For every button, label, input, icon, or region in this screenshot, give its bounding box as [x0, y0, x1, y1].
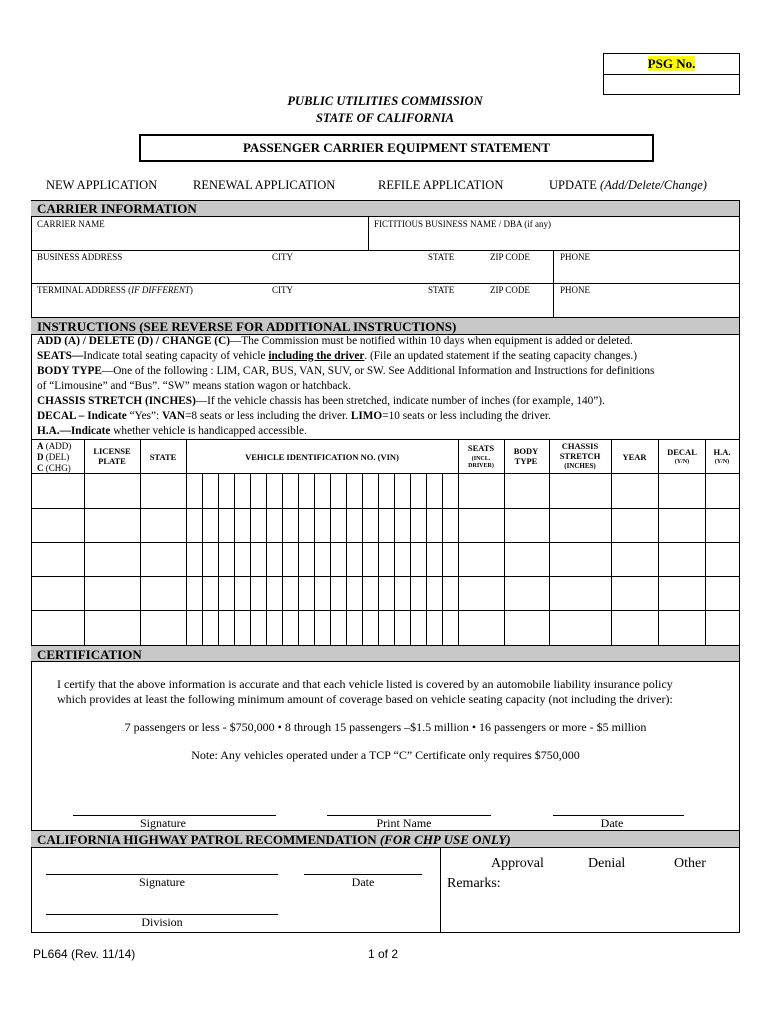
chp-section-title-italic: (FOR CHP USE ONLY): [379, 832, 511, 847]
chp-approval[interactable]: Approval: [491, 856, 544, 871]
adc-header: [37, 441, 71, 474]
zip-label: ZIP CODE: [490, 285, 530, 295]
carrier-section-bar: [31, 200, 739, 217]
instruction-ha: [37, 425, 307, 437]
instruction-body-type-cont: of “Limousine” and “Bus”. “SW” means station wagon or hatchback.: [37, 380, 352, 392]
state-label: STATE: [428, 285, 455, 295]
footer-page-number: 1 of 2: [368, 947, 399, 961]
zip-label: ZIP CODE: [490, 252, 530, 262]
certification-section-bar: [31, 645, 739, 662]
instr-decal-text: “Yes”:: [126, 410, 163, 422]
year-header: YEAR: [622, 452, 647, 462]
terminal-if-different: IF DIFFERENT: [131, 285, 190, 295]
instruction-chassis: [37, 395, 605, 407]
instr-decal-bold: DECAL – Indicate: [37, 410, 127, 422]
divider: [440, 848, 441, 933]
cert-date-label: Date: [600, 816, 624, 830]
phone-label: PHONE: [560, 285, 591, 295]
table-row[interactable]: [31, 610, 740, 645]
update-label: UPDATE: [549, 178, 597, 192]
stretch-sub: (INCHES): [564, 462, 596, 470]
chp-section-bar: [31, 830, 739, 848]
chp-denial[interactable]: Denial: [588, 856, 626, 871]
certification-section-title: CERTIFICATION: [37, 647, 142, 662]
instr-adc-text: —The Commission must be notified within 10 days when equipment is added or deleted.: [230, 335, 633, 347]
table-row[interactable]: [31, 542, 740, 576]
instructions-section-bar: [31, 317, 739, 335]
psg-box: [603, 53, 740, 95]
instr-adc-bold: ADD (A) / DELETE (D) / CHANGE (C): [37, 335, 230, 347]
decal-label: DECAL: [667, 447, 697, 457]
divider: [31, 250, 740, 251]
chp-division-label: Division: [141, 915, 183, 929]
adc-a: A: [37, 441, 44, 451]
form-title-box: [139, 134, 654, 162]
divider: [31, 283, 740, 284]
city-label: CITY: [272, 285, 293, 295]
psg-number-field[interactable]: [604, 75, 739, 95]
chp-signature-label: Signature: [139, 875, 185, 889]
instruction-seats: [37, 350, 637, 362]
instr-decal-van: VAN: [162, 410, 186, 422]
instruction-decal: [37, 410, 551, 422]
cert-coverage: 7 passengers or less - $750,000 • 8 through 15 passengers –$1.5 million • 16 passengers or more - $5 million: [124, 720, 647, 734]
seats-header: [458, 444, 504, 470]
update-detail: (Add/Delete/Change): [600, 178, 707, 192]
chp-other[interactable]: Other: [674, 856, 706, 871]
ha-label: H.A.: [713, 447, 731, 457]
decal-header: [660, 447, 704, 467]
divider: [368, 217, 369, 250]
adc-d-text: (DEL): [43, 452, 70, 462]
instr-seats-bold: SEATS—: [37, 350, 84, 362]
instr-ha-text: whether vehicle is handicapped accessible.: [110, 425, 307, 437]
instr-seats-text: Indicate total seating capacity of vehicle: [83, 350, 269, 362]
app-type-refile[interactable]: REFILE APPLICATION: [378, 178, 504, 192]
carrier-name-label: CARRIER NAME: [37, 219, 105, 229]
instr-decal-text3: =10 seats or less including the driver.: [382, 410, 551, 422]
header-commission: PUBLIC UTILITIES COMMISSION: [287, 94, 483, 108]
instruction-body-type: [37, 365, 654, 377]
app-type-renewal[interactable]: RENEWAL APPLICATION: [193, 178, 336, 192]
header-state: STATE OF CALIFORNIA: [315, 111, 454, 125]
license-plate-header: LICENSE PLATE: [93, 446, 131, 466]
carrier-section-title: CARRIER INFORMATION: [37, 201, 197, 216]
terminal-address-text: TERMINAL ADDRESS (: [37, 285, 132, 295]
state-header: STATE: [149, 452, 177, 462]
table-top-line: [31, 439, 740, 440]
chassis-stretch-header: [550, 441, 610, 471]
terminal-close: ): [189, 285, 193, 295]
app-type-new[interactable]: NEW APPLICATION: [46, 178, 158, 192]
seats-sub: (INCL. DRIVER): [468, 456, 494, 469]
terminal-address-label: [37, 285, 193, 295]
instr-decal-text2: =8 seats or less including the driver.: [185, 410, 351, 422]
cert-note: Note: Any vehicles operated under a TCP “C” Certificate only requires $750,000: [191, 748, 580, 762]
instr-chassis-bold: CHASSIS STRETCH (INCHES): [37, 395, 196, 407]
chp-date-label: Date: [351, 875, 375, 889]
adc-c-text: (CHG): [43, 463, 71, 473]
dba-label: FICTITIOUS BUSINESS NAME / DBA (if any): [374, 219, 552, 229]
instruction-adc: [37, 335, 633, 347]
adc-a-text: (ADD): [43, 441, 72, 451]
vin-header: VEHICLE IDENTIFICATION NO. (VIN): [245, 452, 399, 462]
adc-d: D: [37, 452, 44, 462]
ha-header: [705, 447, 739, 467]
seats-label: SEATS: [467, 443, 495, 453]
instr-seats-underline: including the driver: [268, 350, 365, 362]
cert-signature-label: Signature: [140, 816, 186, 830]
chp-section-title: CALIFORNIA HIGHWAY PATROL RECOMMENDATION: [37, 832, 380, 847]
adc-c: C: [37, 463, 44, 473]
cert-print-name-label: Print Name: [376, 816, 432, 830]
psg-label: PSG No.: [647, 56, 696, 71]
body-type-header: BODY TYPE: [513, 446, 539, 466]
table-row[interactable]: [31, 508, 740, 542]
instr-ha-bold: H.A.—Indicate: [37, 425, 111, 437]
table-row[interactable]: [31, 473, 740, 508]
instructions-section-title: INSTRUCTIONS (SEE REVERSE FOR ADDITIONAL INSTRUCTIONS): [37, 319, 457, 334]
psg-label-row: [604, 54, 739, 75]
chp-remarks-label: Remarks:: [447, 876, 501, 891]
app-type-update[interactable]: [549, 178, 707, 193]
business-address-label: BUSINESS ADDRESS: [37, 252, 123, 262]
form-title: PASSENGER CARRIER EQUIPMENT STATEMENT: [242, 140, 551, 155]
instr-seats-text2: . (File an updated statement if the seating capacity changes.): [364, 350, 637, 362]
decal-sub: (Y/N): [674, 459, 690, 465]
instr-body-bold: BODY TYPE: [37, 365, 102, 377]
phone-label: PHONE: [560, 252, 591, 262]
instr-body-text: —One of the following : LIM, CAR, BUS, VAN, SUV, or SW. See Additional Information and Instructions for definitions: [101, 365, 655, 377]
footer-form-number: PL664 (Rev. 11/14): [33, 947, 136, 961]
ha-sub: (Y/N): [714, 459, 730, 465]
state-label: STATE: [428, 252, 455, 262]
cert-paragraph-1: I certify that the above information is accurate and that each vehicle listed is covered by an automobile liability insurance policy: [57, 677, 673, 691]
city-label: CITY: [272, 252, 293, 262]
instr-chassis-text: —If the vehicle chassis has been stretched, indicate number of inches (for example, 140”).: [195, 395, 605, 407]
table-row[interactable]: [31, 576, 740, 610]
cert-paragraph-2: which provides at least the following minimum amount of coverage based on vehicle seating capacity (not including the driver):: [57, 692, 673, 706]
instr-decal-limo: LIMO: [350, 410, 383, 422]
stretch-label: CHASSIS STRETCH: [559, 441, 601, 461]
